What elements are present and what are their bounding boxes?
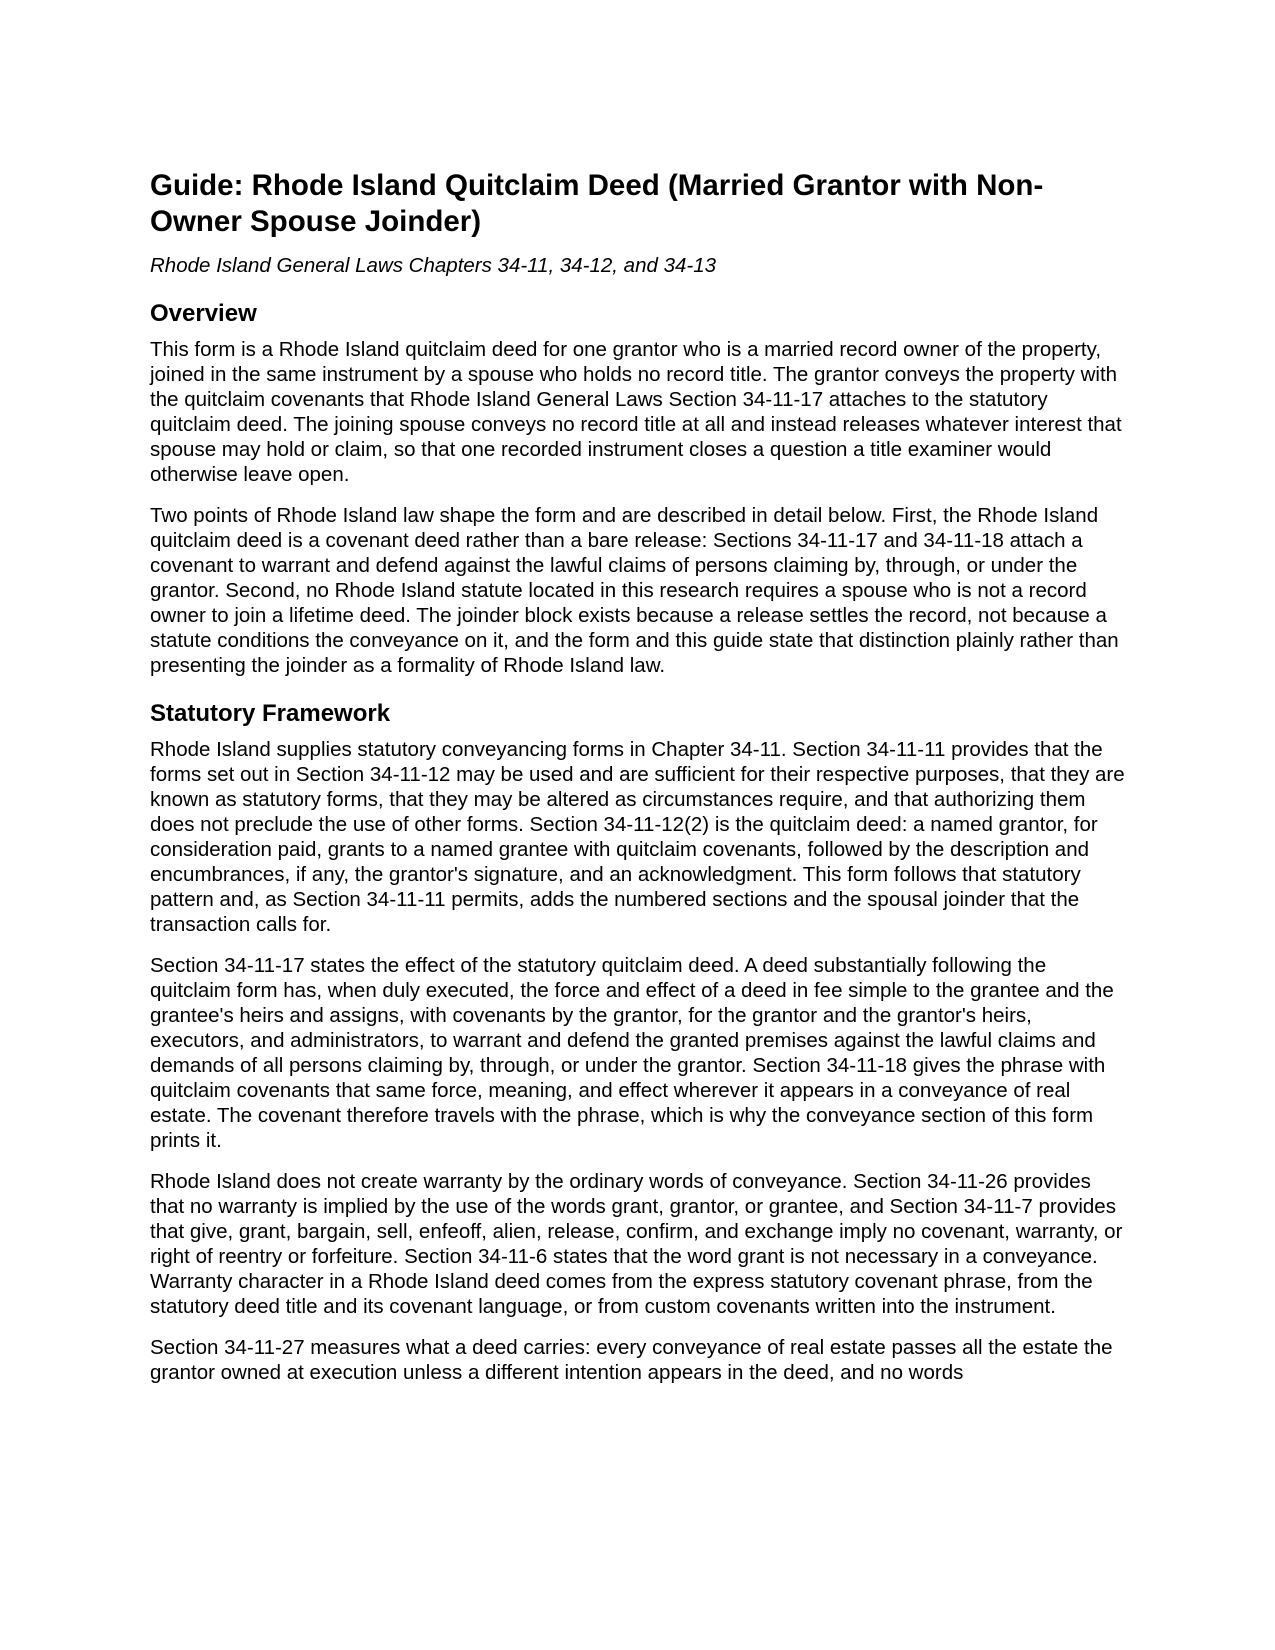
section-overview <box>150 300 1130 678</box>
paragraph: Two points of Rhode Island law shape the form and are described in detail below. First, the Rhode Island quitclaim deed is a covenant deed rather than a bare release: Sections 34-11-17 and 34-11-18 attach a covenant to warrant and defend against the lawful claims of persons claiming by, through, or under the grantor. Second, no Rhode Island statute located in this research requires a spouse who is not a record owner to join a lifetime deed. The joinder block exists because a release settles the record, not because a statute conditions the conveyance on it, and the form and this guide state that distinction plainly rather than presenting the joinder as a formality of Rhode Island law. <box>150 504 1119 677</box>
section-statutory-framework <box>150 700 1130 1385</box>
paragraph: This form is a Rhode Island quitclaim deed for one grantor who is a married record owner of the property, joined in the same instrument by a spouse who holds no record title. The grantor conveys the property with the quitclaim covenants that Rhode Island General Laws Section 34-11-17 attaches to the statutory quitclaim deed. The joining spouse conveys no record title at all and instead releases whatever interest that spouse may hold or claim, so that one recorded instrument closes a question a title examiner would otherwise leave open. <box>150 338 1122 486</box>
paragraph: Rhode Island supplies statutory conveyancing forms in Chapter 34-11. Section 34-11-11 provides that the forms set out in Section 34-11-12 may be used and are sufficient for their respective purposes, that they are known as statutory forms, that they may be altered as circumstances require, and that authorizing them does not preclude the use of other forms. Section 34-11-12(2) is the quitclaim deed: a named grantor, for consideration paid, grants to a named grantee with quitclaim covenants, followed by the description and encumbrances, if any, the grantor's signature, and an acknowledgment. This form follows that statutory pattern and, as Section 34-11-11 permits, adds the numbered sections and the spousal joinder that the transaction calls for. <box>150 738 1125 936</box>
document-title: Guide: Rhode Island Quitclaim Deed (Married Grantor with Non-Owner Spouse Joinder) <box>150 169 1044 238</box>
section-heading-overview: Overview <box>150 300 257 327</box>
paragraph: Section 34-11-17 states the effect of the statutory quitclaim deed. A deed substantially following the quitclaim form has, when duly executed, the force and effect of a deed in fee simple to the grantee and the grantee's heirs and assigns, with covenants by the grantor, for the grantor and the grantor's heirs, executors, and administrators, to warrant and defend the granted premises against the lawful claims and demands of all persons claiming by, through, or under the grantor. Section 34-11-18 gives the phrase with quitclaim covenants that same force, meaning, and effect wherever it appears in a conveyance of real estate. The covenant therefore travels with the phrase, which is why the conveyance section of this form prints it. <box>150 954 1114 1152</box>
paragraph: Rhode Island does not create warranty by the ordinary words of conveyance. Section 34-11-26 provides that no warranty is implied by the use of the words grant, grantor, or grantee, and Section 34-11-7 provides that give, grant, bargain, sell, enfeoff, alien, release, confirm, and exchange imply no covenant, warranty, or right of reentry or forfeiture. Section 34-11-6 states that the word grant is not necessary in a conveyance. Warranty character in a Rhode Island deed comes from the express statutory covenant phrase, from the statutory deed title and its covenant language, or from custom covenants written into the instrument. <box>150 1170 1123 1318</box>
document-page <box>150 168 1130 1385</box>
paragraph: Section 34-11-27 measures what a deed carries: every conveyance of real estate passes all the estate the grantor owned at execution unless a different intention appears in the deed, and no words <box>150 1336 1113 1384</box>
section-heading-statutory-framework: Statutory Framework <box>150 700 391 727</box>
document-subtitle: Rhode Island General Laws Chapters 34-11, 34-12, and 34-13 <box>150 254 717 277</box>
